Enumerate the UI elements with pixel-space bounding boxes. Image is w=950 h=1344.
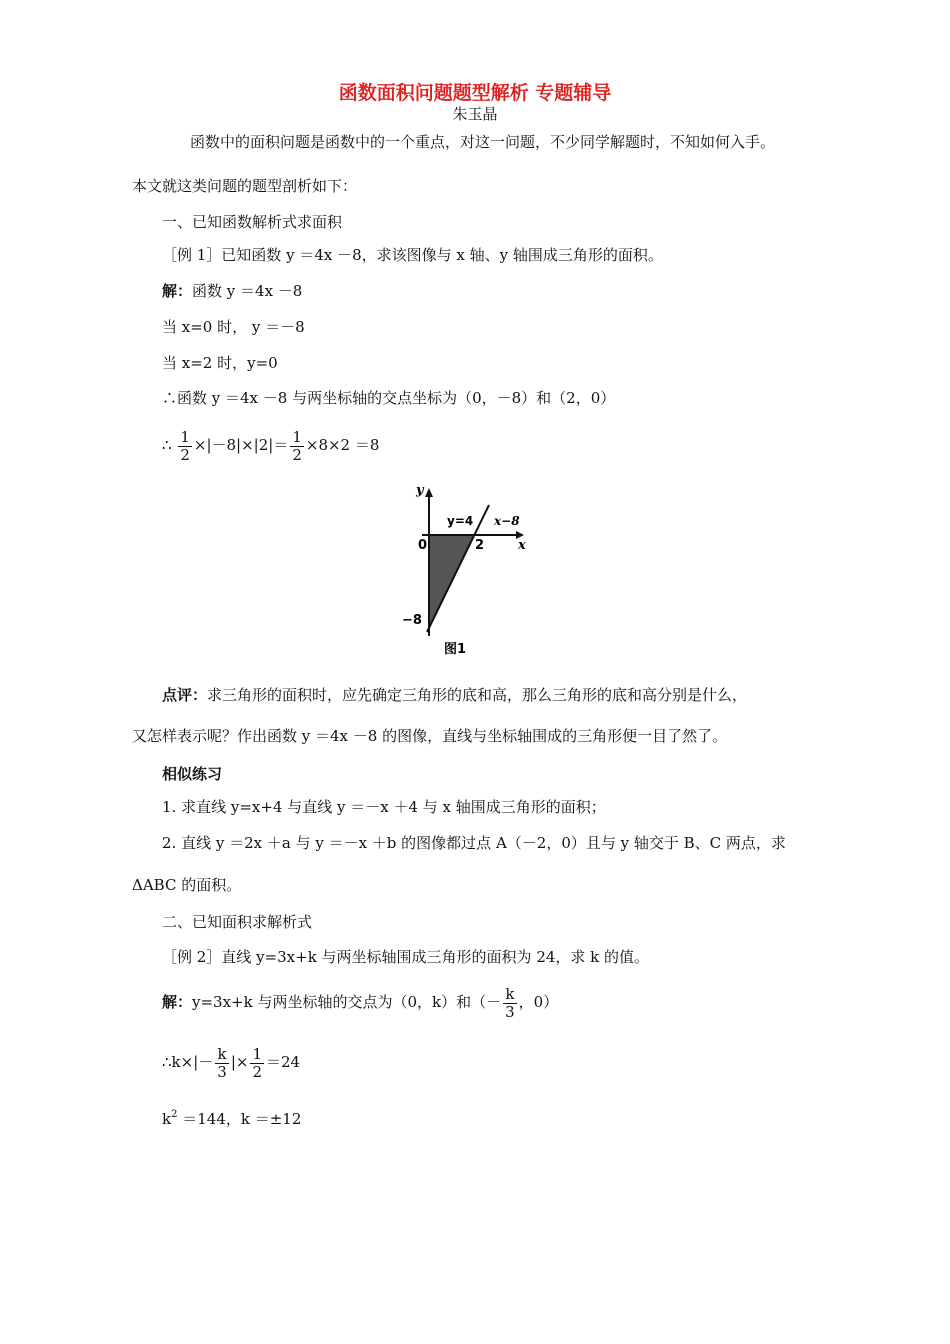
fraction-numerator: k — [505, 984, 515, 1003]
formula-result: ×8×2 ＝8 — [305, 436, 380, 454]
fraction-half — [250, 1046, 264, 1081]
section-1-heading: 一、已知函数解析式求面积 — [162, 213, 343, 231]
solution-text: y=3x+k 与两坐标轴的交点为（0，k）和（－ — [192, 993, 502, 1011]
fraction-denominator: 3 — [505, 1002, 515, 1021]
page-title: 函数面积问题题型解析 专题辅导 — [338, 82, 612, 104]
figure-1-graph — [400, 478, 540, 658]
fraction-denominator: 2 — [180, 445, 190, 464]
intro-paragraph-continued: 本文就这类问题的题型剖析如下： — [132, 177, 358, 195]
therefore-symbol: ∴ — [162, 436, 172, 454]
fraction-k-over-3 — [215, 1046, 229, 1081]
section-2-heading: 二、已知面积求解析式 — [162, 913, 313, 931]
fraction-denominator: 3 — [217, 1062, 227, 1081]
y-axis-arrow-icon — [425, 488, 433, 497]
formula-start: ∴k×|－ — [162, 1053, 214, 1071]
exponent: 2 — [171, 1109, 178, 1120]
solution-text-end: ，0） — [518, 993, 559, 1011]
fraction-half — [290, 429, 304, 464]
author-name: 朱玉晶 — [452, 105, 498, 123]
fraction-k-over-3 — [503, 986, 517, 1021]
fraction-denominator: 2 — [292, 445, 302, 464]
solution-1-formula — [162, 428, 379, 464]
intro-paragraph: 函数中的面积问题是函数中的一个重点，对这一问题，不少同学解题时，不知如何入手。 — [190, 133, 776, 151]
example-1-problem: ［例 1］已知函数 y ＝4x －8，求该图像与 x 轴、y 轴围成三角形的面积。 — [162, 246, 663, 264]
practice-item-2: 2. 直线 y ＝2x ＋a 与 y ＝－x ＋b 的图像都过点 A（－2，0）且与 y 轴交于 B、C 两点，求 — [162, 834, 786, 852]
example-2-problem: ［例 2］直线 y=3x+k 与两坐标轴围成三角形的面积为 24，求 k 的值。 — [162, 948, 650, 966]
fraction-numerator: k — [217, 1044, 227, 1063]
solution-1-line-1 — [162, 281, 302, 301]
figure-caption: 图1 — [444, 642, 467, 657]
solution-2-line-3 — [162, 1105, 301, 1129]
practice-item-2-continued: ΔABC 的面积。 — [132, 876, 242, 894]
practice-heading: 相似练习 — [162, 765, 223, 783]
formula-middle: ×|－8|×|2|＝ — [193, 436, 289, 454]
fraction-half — [178, 429, 192, 464]
solution-2-line-2 — [162, 1045, 300, 1081]
x-intercept-label: 2 — [475, 538, 485, 553]
x-axis-label: x — [518, 538, 526, 553]
comment-text: 求三角形的面积时，应先确定三角形的底和高，那么三角形的底和高分别是什么， — [207, 686, 748, 704]
solution-label: 解： — [162, 993, 193, 1011]
line-equation-label: y=4 — [447, 514, 474, 528]
formula-middle: |× — [230, 1053, 249, 1071]
fraction-numerator: 1 — [252, 1044, 262, 1063]
line-equation-label-2: x−8 — [494, 514, 520, 528]
y-intercept-label: −8 — [402, 613, 422, 628]
comment-line-1 — [162, 685, 747, 705]
fraction-numerator: 1 — [180, 427, 190, 446]
formula-result: ＝24 — [265, 1053, 301, 1071]
comment-label: 点评： — [162, 686, 208, 704]
k-base: k — [162, 1110, 172, 1128]
solution-2-line-1 — [162, 985, 558, 1021]
fraction-numerator: 1 — [292, 427, 302, 446]
origin-label: 0 — [418, 538, 428, 553]
solution-text: 函数 y ＝4x －8 — [192, 282, 303, 300]
solution-1-line-2: 当 x=0 时， y ＝－8 — [162, 318, 305, 336]
fraction-denominator: 2 — [252, 1062, 262, 1081]
solution-1-line-3: 当 x=2 时，y=0 — [162, 354, 278, 372]
solution-1-line-4: ∴函数 y ＝4x －8 与两坐标轴的交点坐标为（0，－8）和（2，0） — [162, 389, 616, 407]
y-axis-label: y — [416, 483, 424, 498]
practice-item-1: 1. 求直线 y=x+4 与直线 y ＝－x ＋4 与 x 轴围成三角形的面积； — [162, 798, 606, 816]
solution-label: 解： — [162, 282, 193, 300]
answer-text: ＝144，k ＝±12 — [177, 1110, 302, 1128]
comment-line-2: 又怎样表示呢？作出函数 y ＝4x －8 的图像，直线与坐标轴围成的三角形便一目了然了。 — [132, 727, 728, 745]
